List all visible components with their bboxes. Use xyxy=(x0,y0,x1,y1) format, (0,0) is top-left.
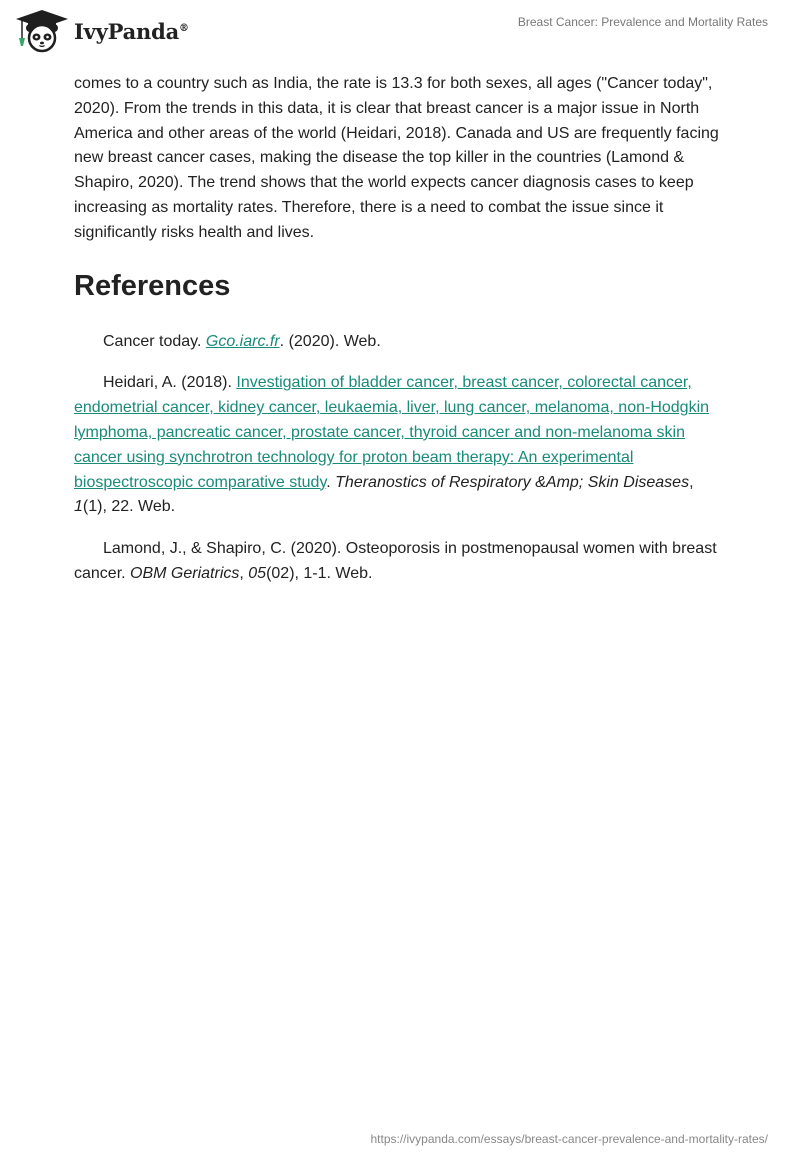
registered-mark: ® xyxy=(179,22,189,34)
reference-volume: 1 xyxy=(74,498,83,516)
reference-item xyxy=(74,537,724,587)
document-content xyxy=(74,72,724,604)
reference-text: Cancer today. xyxy=(103,332,206,350)
reference-text: Heidari, A. (2018). xyxy=(103,374,237,392)
reference-text: , xyxy=(239,564,249,582)
reference-text: (1), 22. Web. xyxy=(82,498,176,516)
panda-graduation-cap-icon xyxy=(14,8,70,54)
reference-text: Lamond, J., & Shapiro, C. (2020). Osteoporosis in postmenopausal women with breast cancer. xyxy=(74,540,717,582)
reference-link[interactable]: Investigation of bladder cancer, breast cancer, colorectal cancer, endometrial cancer, kidney cancer, leukaemia, liver, lung cancer, melanoma, non-Hodgkin lymphoma, pancreatic cancer, prostate cancer, thyroid cancer and non-melanoma skin cancer using synchrotron technology for proton beam therapy: An experimental biospectroscopic comparative study xyxy=(74,374,710,491)
logo-wordmark: IvyPanda® xyxy=(74,18,189,44)
reference-journal: Theranostics of Respiratory &Amp; Skin Diseases xyxy=(335,473,690,491)
document-title: Breast Cancer: Prevalence and Mortality Rates xyxy=(517,15,768,29)
reference-item xyxy=(74,371,724,520)
reference-item xyxy=(74,330,724,355)
reference-text: (02), 1-1. Web. xyxy=(266,564,373,582)
reference-link[interactable]: Gco.iarc.fr xyxy=(205,332,280,350)
reference-text: . xyxy=(326,473,336,491)
footer-url: https://ivypanda.com/essays/breast-cancer-prevalence-and-mortality-rates/ xyxy=(370,1132,768,1146)
reference-volume: 05 xyxy=(248,564,267,582)
reference-text: , xyxy=(689,473,694,491)
reference-text: . (2020). Web. xyxy=(279,332,381,350)
ivypanda-logo[interactable] xyxy=(14,8,189,54)
reference-journal: OBM Geriatrics xyxy=(130,564,240,582)
body-paragraph: comes to a country such as India, the rate is 13.3 for both sexes, all ages ("Cancer today", 2020). From the trends in this data, it is clear that breast cancer is a major issue in North America and other areas of the world (Heidari, 2018). Canada and US are frequently facing new breast cancer cases, making the disease the top killer in the countries (Lamond & Shapiro, 2020). The trend shows that the world expects cancer diagnosis cases to keep increasing as mortality rates. Therefore, there is a need to combat the issue since it significantly risks health and lives. xyxy=(74,75,719,241)
references-heading: References xyxy=(74,269,231,302)
page-header xyxy=(0,0,800,64)
